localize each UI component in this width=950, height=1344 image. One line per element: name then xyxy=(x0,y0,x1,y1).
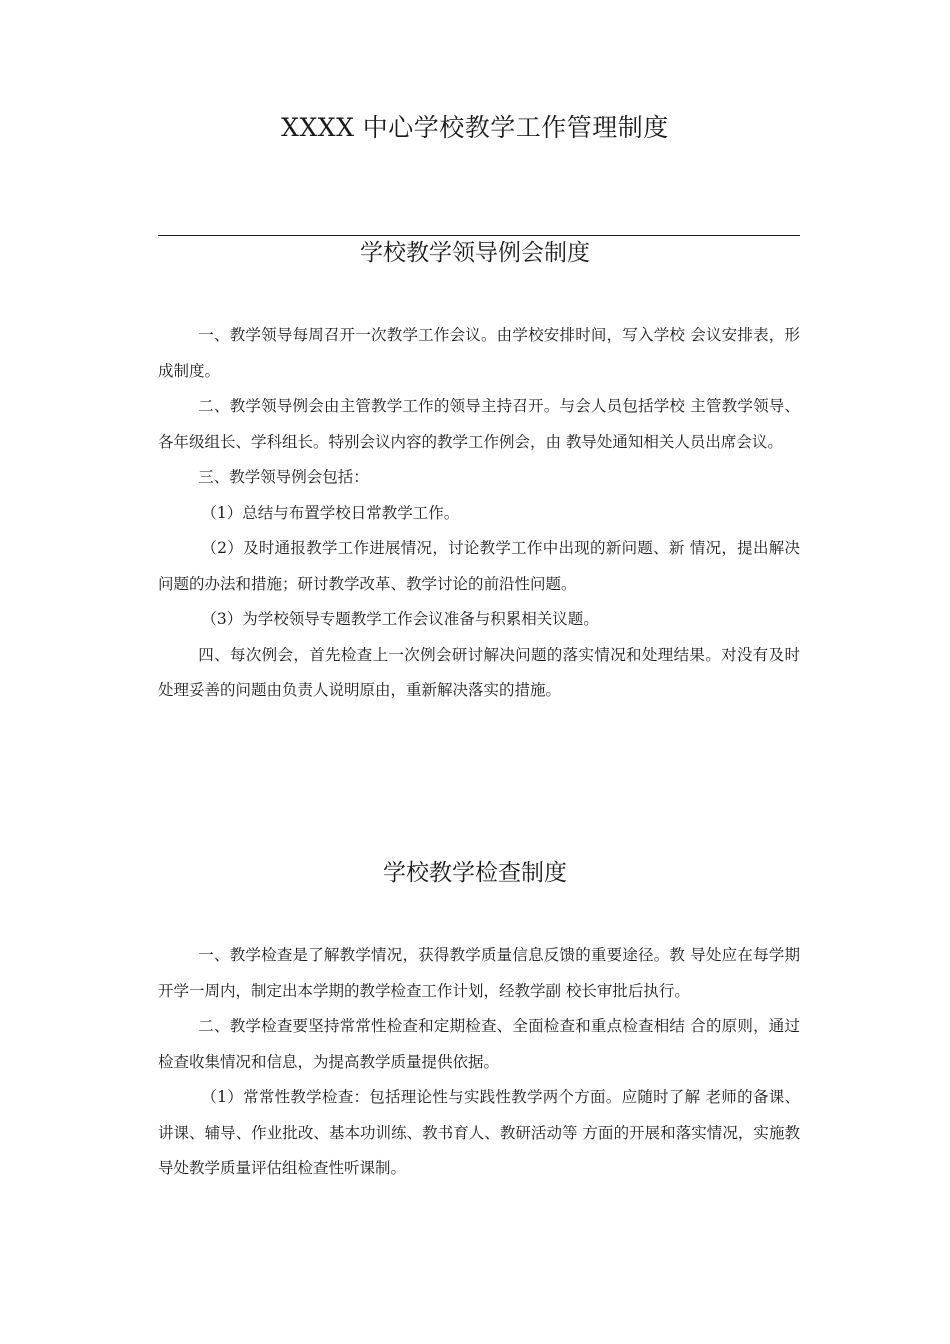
paragraph: 二、教学检查要坚持常常性检查和定期检查、全面检查和重点检查相结 合的原则，通过检查收集情况和信息，为提高教学质量提供依据。 xyxy=(158,1017,800,1071)
paragraph: （1）常常性教学检查：包括理论性与实践性教学两个方面。应随时了解 老师的备课、讲课、辅导、作业批改、基本功训练、教书育人、教研活动等 方面的开展和落实情况，实施教导处教学质量评估组检查性听课制。 xyxy=(158,1088,800,1177)
section-title-leadership-meeting: 学校教学领导例会制度 xyxy=(360,240,590,266)
paragraph: （1）总结与布置学校日常教学工作。 xyxy=(201,503,460,522)
section-title-teaching-inspection: 学校教学检查制度 xyxy=(383,860,567,886)
paragraph: 三、教学领导例会包括： xyxy=(198,468,369,486)
section-body-teaching-inspection xyxy=(158,938,800,1187)
paragraph: （3）为学校领导专题教学工作会议准备与积累相关议题。 xyxy=(201,610,599,628)
section-body-leadership-meeting xyxy=(158,318,800,709)
paragraph: 一、教学检查是了解教学情况，获得教学质量信息反馈的重要途径。教 导处应在每学期开学一周内，制定出本学期的教学检查工作计划，经教学副 校长审批后执行。 xyxy=(158,946,800,1000)
paragraph: 一、教学领导每周召开一次教学工作会议。由学校安排时间，写入学校 会议安排表，形成制度。 xyxy=(158,326,800,380)
paragraph: （2）及时通报教学工作进展情况，讨论教学工作中出现的新问题、新 情况，提出解决问题的办法和措施；研讨教学改革、教学讨论的前沿性问题。 xyxy=(158,539,800,593)
document-title: XXXX 中心学校教学工作管理制度 xyxy=(281,113,669,142)
paragraph: 二、教学领导例会由主管教学工作的领导主持召开。与会人员包括学校 主管教学领导、各年级组长、学科组长。特别会议内容的教学工作例会，由 教导处通知相关人员出席会议。 xyxy=(158,397,800,451)
header-divider xyxy=(158,235,800,236)
paragraph: 四、每次例会，首先检查上一次例会研讨解决问题的落实情况和处理结果。对没有及时处理妥善的问题由负责人说明原由，重新解决落实的措施。 xyxy=(158,645,800,699)
